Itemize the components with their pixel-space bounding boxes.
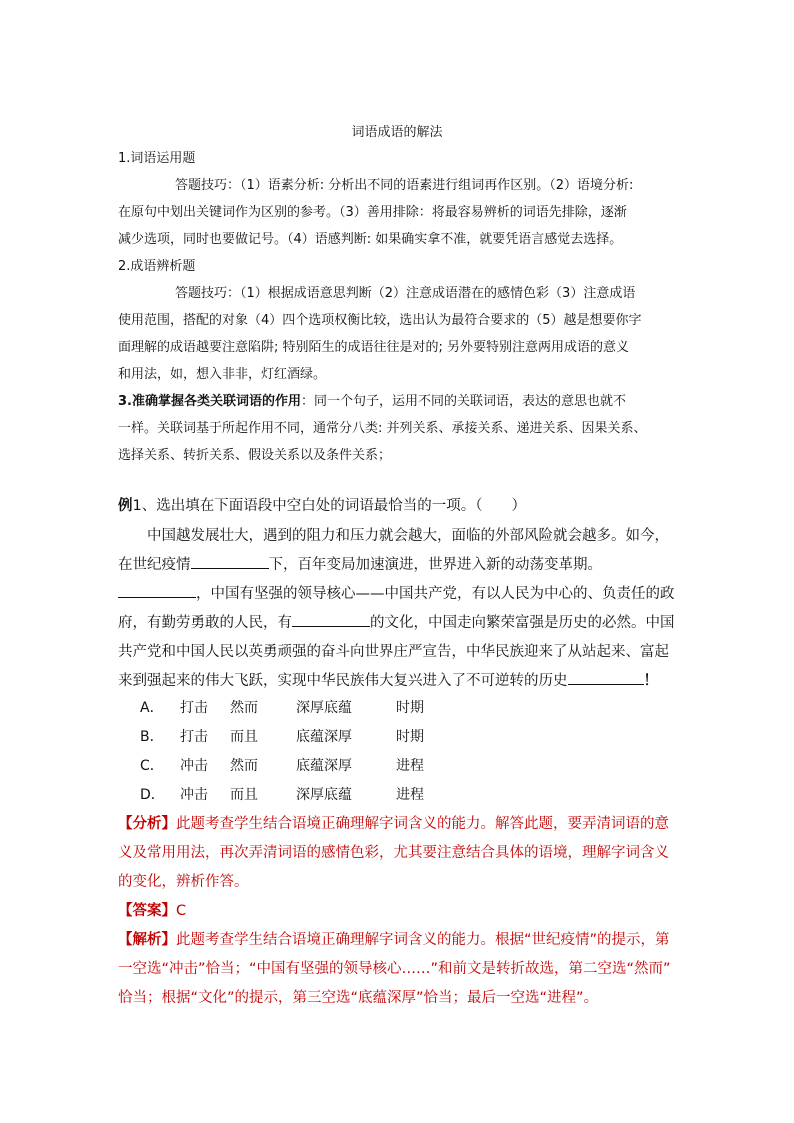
option-choice-1: 冲击 <box>180 758 208 774</box>
option-choice-4: 进程 <box>396 758 424 774</box>
option-choice-2: 而且 <box>230 787 258 803</box>
explanation-line-1 <box>118 926 670 955</box>
analysis-line-1 <box>118 810 669 839</box>
option-choice-3: 深厚底蕴 <box>296 787 352 803</box>
section3-heading: 3.准确掌握各类关联词语的作用 <box>118 394 301 409</box>
section1-line-1: 答题技巧：（1）语素分析: 分析出不同的语素进行组词再作区别。（2）语境分析: <box>175 178 634 193</box>
option-choice-1: 冲击 <box>180 787 208 803</box>
explanation-line-3: 恰当；根据“文化”的提示，第三空选“底蕴深厚”恰当；最后一空选“进程”。 <box>118 990 599 1006</box>
option-a <box>140 694 456 723</box>
analysis-label: 【分析】 <box>118 816 176 832</box>
section2-line-1: 答题技巧：（1）根据成语意思判断（2）注意成语潜在的感情色彩（3）注意成语 <box>175 286 636 301</box>
passage-line-4 <box>118 609 675 638</box>
passage-line-5: 共产党和中国人民以英勇顽强的奋斗向世界庄严宣告，中华民族迎来了从站起来、富起 <box>118 644 669 660</box>
option-c <box>140 752 456 781</box>
section1-heading: 1.词语运用题 <box>118 151 196 166</box>
explanation-text-1: 此题考查学生结合语境正确理解字词含义的能力。根据“世纪疫情”的提示，第 <box>176 932 670 948</box>
section2-line-3: 面理解的成语越要注意陷阱; 特别陌生的成语往往是对的; 另外要特别注意两用成语的意义 <box>118 340 630 355</box>
option-choice-3: 深厚底蕴 <box>296 700 352 716</box>
option-choice-4: 进程 <box>396 787 424 803</box>
passage-line-2-b: 下，百年变局加速演进，世界进入新的动荡变革期。 <box>268 557 602 573</box>
answer-value: C <box>176 903 187 919</box>
option-choice-4: 时期 <box>396 700 424 716</box>
option-choice-2: 而且 <box>230 729 258 745</box>
explanation-label: 【解析】 <box>118 932 176 948</box>
section3-line-1 <box>118 388 626 415</box>
option-choice-2: 然而 <box>230 700 258 716</box>
option-choice-2: 然而 <box>230 758 258 774</box>
analysis-text-1: 此题考查学生结合语境正确理解字词含义的能力。解答此题，要弄清词语的意 <box>176 816 669 832</box>
passage-line-6-b: ！ <box>643 673 658 689</box>
option-choice-3: 底蕴深厚 <box>296 729 352 745</box>
blank-3 <box>292 612 370 628</box>
passage-line-4-a: 府，有勤劳勇敢的人民，有 <box>118 615 292 631</box>
blank-2 <box>118 583 196 599</box>
passage-line-1: 中国越发展壮大，遇到的阻力和压力就会越大，面临的外部风险就会越多。如今， <box>147 528 669 544</box>
option-letter: C． <box>140 758 164 774</box>
section2-line-4: 和用法，如，想入非非，灯红酒绿。 <box>118 367 327 382</box>
option-letter: D． <box>140 787 165 803</box>
example-question <box>118 492 526 521</box>
section3-line-1-text: ：同一个句子，运用不同的关联词语，表达的意思也就不 <box>300 394 626 409</box>
blank-1 <box>191 554 269 570</box>
example-question-text: 1、选出填在下面语段中空白处的词语最恰当的一项。（ ） <box>132 498 526 514</box>
passage-line-3-b: ，中国有坚强的领导核心——中国共产党，有以人民为中心的、负责任的政 <box>196 586 675 602</box>
passage-line-2 <box>118 551 602 580</box>
passage-line-6-a: 来到强起来的伟大飞跃，实现中华民族伟大复兴进入了不可逆转的历史 <box>118 673 568 689</box>
blank-4 <box>568 670 644 686</box>
example-label: 例 <box>118 498 133 514</box>
answer-label: 【答案】 <box>118 903 176 919</box>
option-choice-1: 打击 <box>180 729 208 745</box>
passage-line-2-a: 在世纪疫情 <box>118 557 191 573</box>
passage-line-3 <box>118 580 675 609</box>
passage-line-6 <box>118 667 658 696</box>
section2-line-2: 使用范围，搭配的对象（4）四个选项权衡比较，选出认为最符合要求的（5）越是想要你字 <box>118 313 642 328</box>
page-title: 词语成语的解法 <box>351 125 443 140</box>
section3-line-3: 选择关系、转折关系、假设关系以及条件关系； <box>118 448 392 463</box>
section3-line-2: 一样。关联词基于所起作用不同，通常分八类: 并列关系、承接关系、递进关系、因果关系、 <box>118 421 647 436</box>
answer-line <box>118 897 186 926</box>
option-choice-1: 打击 <box>180 700 208 716</box>
analysis-line-3: 的变化，辨析作答。 <box>118 874 249 890</box>
section2-heading: 2.成语辨析题 <box>118 259 196 274</box>
option-letter: B． <box>140 729 164 745</box>
option-choice-3: 底蕴深厚 <box>296 758 352 774</box>
section1-line-3: 减少选项，同时也要做记号。（4）语感判断: 如果确实拿不准，就要凭语言感觉去选择。 <box>118 232 623 247</box>
passage-line-4-b: 的文化，中国走向繁荣富强是历史的必然。中国 <box>370 615 675 631</box>
option-b <box>140 723 456 752</box>
option-d <box>140 781 456 810</box>
explanation-line-2: 一空选“冲击”恰当；“中国有坚强的领导核心……”和前文是转折故选，第二空选“然而” <box>118 961 671 977</box>
option-choice-4: 时期 <box>396 729 424 745</box>
option-letter: A． <box>140 700 164 716</box>
section1-line-2: 在原句中划出关键词作为区别的参考。（3）善用排除：将最容易辨析的词语先排除，逐渐 <box>118 205 627 220</box>
analysis-line-2: 义及常用用法，再次弄清词语的感情色彩，尤其要注意结合具体的语境，理解字词含义 <box>118 845 669 861</box>
